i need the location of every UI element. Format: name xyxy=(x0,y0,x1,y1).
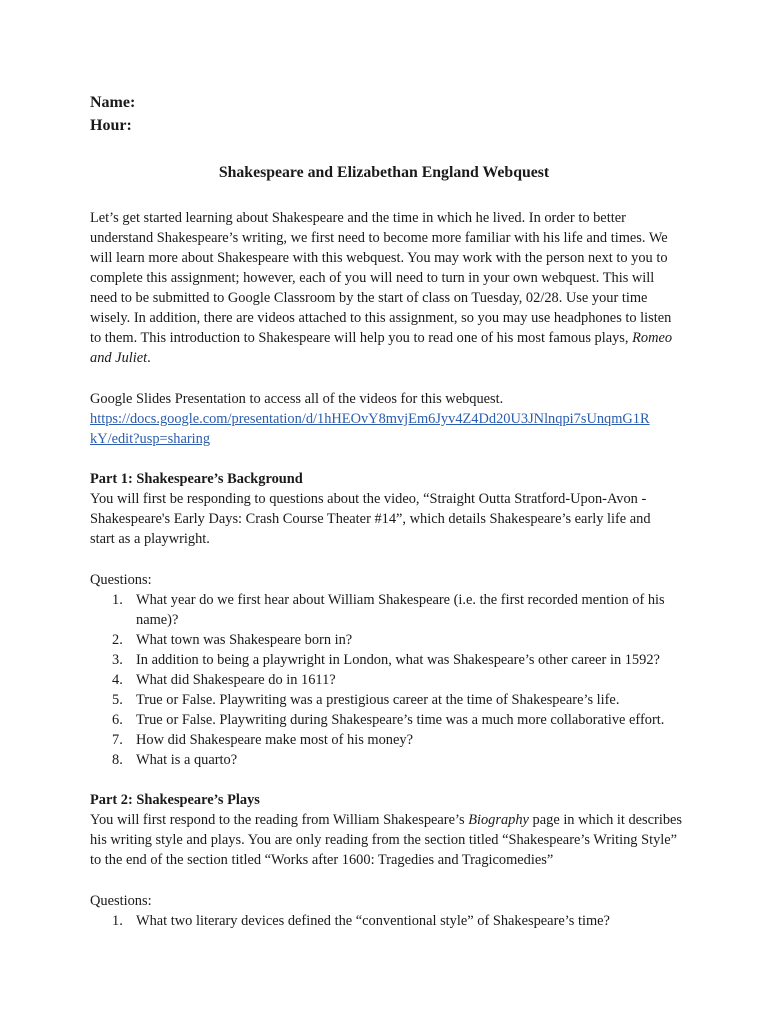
question-number: 7. xyxy=(112,732,123,748)
list-item xyxy=(90,710,690,730)
intro-line-end: . xyxy=(147,350,151,366)
part2-desc-line: to the end of the section titled “Works after 1600: Tragedies and Tragicomedies” xyxy=(90,852,554,868)
part2-questions-label: Questions: xyxy=(90,893,152,909)
part2-question-list xyxy=(90,911,690,931)
question-text: How did Shakespeare make most of his money? xyxy=(136,732,413,748)
question-text: What year do we first hear about William Shakespeare (i.e. the first recorded mention of his xyxy=(136,592,665,608)
part2-desc-line xyxy=(90,810,690,830)
part1-heading: Part 1: Shakespeare’s Background xyxy=(90,471,303,487)
list-item xyxy=(90,590,690,630)
part2-desc-text: You will first respond to the reading from William Shakespeare’s xyxy=(90,812,469,828)
play-title-romeo: Romeo xyxy=(632,330,673,346)
question-text-continued: name)? xyxy=(136,612,179,628)
page-title: Shakespeare and Elizabethan England Webquest xyxy=(218,164,550,181)
intro-line: wisely. In addition, there are videos attached to this assignment, so you may use headphones to listen xyxy=(90,310,672,326)
question-number: 4. xyxy=(112,672,123,688)
biography-title: Biography xyxy=(468,812,529,828)
question-text: What did Shakespeare do in 1611? xyxy=(136,672,336,688)
list-item xyxy=(90,911,690,931)
list-item xyxy=(90,630,690,650)
question-text: What is a quarto? xyxy=(136,752,238,768)
part1-questions-label: Questions: xyxy=(90,572,152,588)
intro-line: understand Shakespeare’s writing, we first need to become more familiar with his life and times. We xyxy=(90,230,668,246)
question-number: 6. xyxy=(112,712,123,728)
question-number: 3. xyxy=(112,652,123,668)
part2-description xyxy=(90,810,690,870)
list-item xyxy=(90,670,690,690)
question-number: 8. xyxy=(112,752,123,768)
question-text: In addition to being a playwright in London, what was Shakespeare’s other career in 1592? xyxy=(136,652,660,668)
list-item xyxy=(90,750,690,770)
list-item xyxy=(90,730,690,750)
question-text: True or False. Playwriting was a prestigious career at the time of Shakespeare’s life. xyxy=(136,692,620,708)
intro-line: will learn more about Shakespeare with this webquest. You may work with the person next to you to xyxy=(90,250,668,266)
intro-line-text: to them. This introduction to Shakespeare will help you to read one of his most famous plays, xyxy=(90,330,633,346)
part1-desc-line: You will first be responding to questions about the video, “Straight Outta Stratford-Upon-Avon - xyxy=(90,491,647,507)
name-label: Name: xyxy=(90,94,136,111)
part1-question-list xyxy=(90,590,690,770)
question-text: What two literary devices defined the “conventional style” of Shakespeare’s time? xyxy=(136,913,610,929)
part1-description xyxy=(90,489,690,549)
intro-line: Let’s get started learning about Shakespeare and the time in which he lived. In order to better xyxy=(90,210,626,226)
play-title-juliet: and Juliet xyxy=(90,350,148,366)
part1-desc-line: start as a playwright. xyxy=(90,531,210,547)
intro-line: need to be submitted to Google Classroom by the start of class on Tuesday, 02/28. Use your time xyxy=(90,290,648,306)
intro-paragraph xyxy=(90,208,690,368)
question-number: 1. xyxy=(112,913,123,929)
question-text: True or False. Playwriting during Shakespeare’s time was a much more collaborative effort. xyxy=(136,712,665,728)
question-number: 1. xyxy=(112,592,123,608)
slides-link-continued[interactable]: kY/edit?usp=sharing xyxy=(90,431,211,447)
question-number: 5. xyxy=(112,692,123,708)
question-text: What town was Shakespeare born in? xyxy=(136,632,353,648)
list-item xyxy=(90,650,690,670)
intro-line xyxy=(90,348,690,368)
part2-desc-line: his writing style and plays. You are only reading from the section titled “Shakespeare’s Writing Style” xyxy=(90,832,678,848)
question-number: 2. xyxy=(112,632,123,648)
intro-line: complete this assignment; however, each of you will need to turn in your own webquest. This will xyxy=(90,270,655,286)
slides-text: Google Slides Presentation to access all of the videos for this webquest. xyxy=(90,391,504,407)
intro-line xyxy=(90,328,690,348)
hour-label: Hour: xyxy=(90,117,132,134)
part1-desc-line: Shakespeare's Early Days: Crash Course Theater #14”, which details Shakespeare’s early life and xyxy=(90,511,651,527)
part2-heading: Part 2: Shakespeare’s Plays xyxy=(90,792,260,808)
slides-link[interactable]: https://docs.google.com/presentation/d/1hHEOvY8mvjEm6Jyv4Z4Dd20U3JNlnqpi7sUnqmG1R xyxy=(90,411,650,427)
list-item xyxy=(90,690,690,710)
part2-desc-text: page in which it describes xyxy=(528,812,683,828)
